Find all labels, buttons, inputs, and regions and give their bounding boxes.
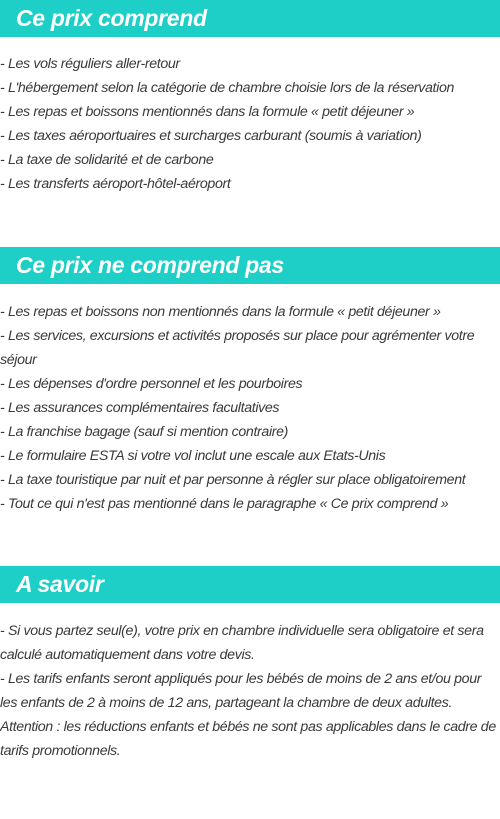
list-item: Attention : les réductions enfants et bébés ne sont pas applicables dans le cadre de tarifs promotionnels. [0, 719, 496, 759]
section-title-not-included: Ce prix ne comprend pas [16, 252, 284, 278]
list-item: - La franchise bagage (sauf si mention contraire) [0, 424, 289, 440]
section-title-good-to-know: A savoir [16, 571, 104, 597]
list-item: - Les services, excursions et activités proposés sur place pour agrémenter votre séjour [0, 328, 475, 368]
included-list [0, 52, 500, 196]
list-item: - L'hébergement selon la catégorie de chambre choisie lors de la réservation [0, 80, 455, 96]
list-item: - Tout ce qui n'est pas mentionné dans le paragraphe « Ce prix comprend » [0, 496, 449, 512]
section-header-included [0, 0, 500, 37]
list-item: - Les dépenses d'ordre personnel et les pourboires [0, 376, 303, 392]
list-item: - Si vous partez seul(e), votre prix en chambre individuelle sera obligatoire et sera calculé automatiquement dans votre devis. [0, 623, 484, 663]
list-item: - Les repas et boissons mentionnés dans la formule « petit déjeuner » [0, 104, 415, 120]
section-header-not-included [0, 247, 500, 284]
list-item: - Les transferts aéroport-hôtel-aéroport [0, 176, 231, 192]
section-header-good-to-know [0, 566, 500, 603]
list-item: - Les vols réguliers aller-retour [0, 56, 180, 72]
list-item: - La taxe de solidarité et de carbone [0, 152, 214, 168]
list-item: - Les assurances complémentaires facultatives [0, 400, 280, 416]
section-title-included: Ce prix comprend [16, 5, 207, 31]
list-item: - Les tarifs enfants seront appliqués pour les bébés de moins de 2 ans et/ou pour les enfants de 2 à moins de 12 ans, partageant la chambre de deux adultes. [0, 671, 482, 711]
good-to-know-list [0, 619, 500, 763]
list-item: - La taxe touristique par nuit et par personne à régler sur place obligatoirement [0, 472, 466, 488]
list-item: - Les repas et boissons non mentionnés dans la formule « petit déjeuner » [0, 304, 441, 320]
not-included-list [0, 300, 500, 516]
list-item: - Le formulaire ESTA si votre vol inclut une escale aux Etats-Unis [0, 448, 386, 464]
list-item: - Les taxes aéroportuaires et surcharges carburant (soumis à variation) [0, 128, 422, 144]
